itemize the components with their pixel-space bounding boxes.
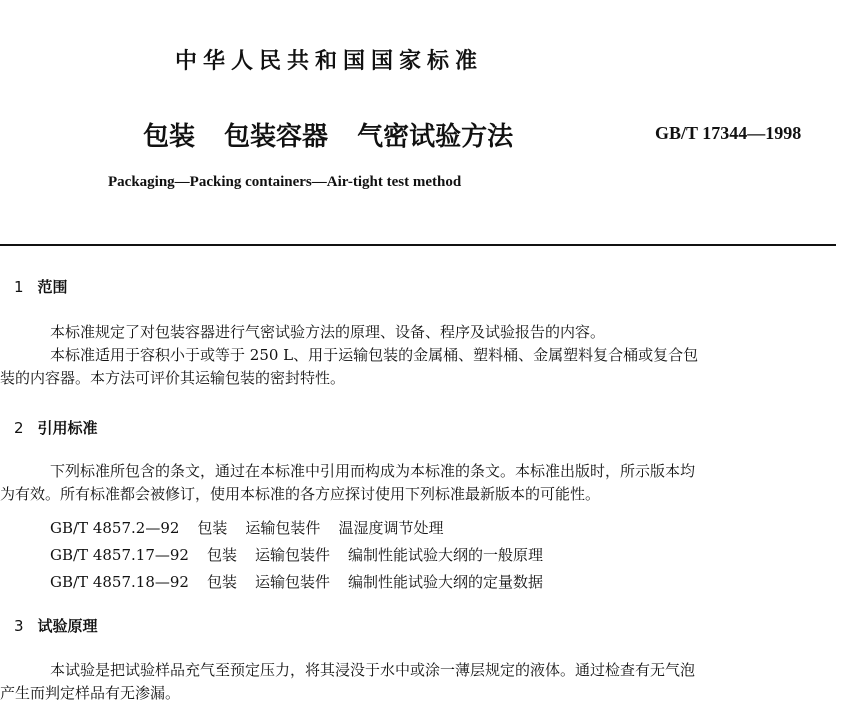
- section-number: 3: [14, 617, 24, 635]
- reference-part: 运输包装件: [245, 519, 321, 537]
- paragraph-line: 本标准适用于容积小于或等于 250 L、用于运输包装的金属桶、塑料桶、金属塑料复合桶或复合包: [50, 346, 699, 364]
- section-title: 试验原理: [37, 617, 98, 635]
- section-3-heading: [14, 615, 98, 636]
- standard-code: [655, 123, 801, 144]
- document-title-cn: 包装 包装容器 气密试验方法: [143, 122, 514, 152]
- paragraph-line: 本试验是把试验样品充气至预定压力，将其浸没于水中或涂一薄层规定的液体。通过检查有无气泡: [50, 661, 696, 679]
- reference-item: [50, 517, 443, 538]
- paragraph-line: 本标准规定了对包装容器进行气密试验方法的原理、设备、程序及试验报告的内容。: [50, 323, 606, 341]
- paragraph-line: 装的内容器。本方法可评价其运输包装的密封特性。: [0, 369, 346, 387]
- section-2-body: [0, 460, 836, 506]
- section-1-heading: [14, 276, 68, 297]
- reference-part: 温湿度调节处理: [338, 519, 444, 537]
- paragraph-line: 产生而判定样品有无渗漏。: [0, 684, 181, 702]
- issuer-heading: 中华人民共和国国家标准: [175, 49, 484, 74]
- paragraph-line: 为有效。所有标准都会被修订，使用本标准的各方应探讨使用下列标准最新版本的可能性。: [0, 485, 601, 503]
- reference-part: 包装: [206, 573, 237, 591]
- section-3-body: [0, 659, 836, 705]
- reference-part: 包装: [206, 546, 237, 564]
- section-number: 1: [14, 278, 24, 296]
- reference-part: 编制性能试验大纲的定量数据: [347, 573, 543, 591]
- reference-part: 包装: [197, 519, 228, 537]
- reference-part: 运输包装件: [254, 573, 330, 591]
- reference-code: GB/T 4857.2—92: [50, 519, 180, 537]
- reference-part: 运输包装件: [254, 546, 330, 564]
- header-divider: [0, 244, 836, 246]
- paragraph-line: 下列标准所包含的条文，通过在本标准中引用而构成为本标准的条文。本标准出版时，所示版本均: [50, 462, 696, 480]
- reference-part: 编制性能试验大纲的一般原理: [347, 546, 543, 564]
- section-2-heading: [14, 417, 98, 438]
- reference-code: GB/T 4857.17—92: [50, 546, 189, 564]
- section-title: 引用标准: [37, 419, 98, 437]
- document-title-en: Packaging—Packing containers—Air-tight test method: [108, 174, 462, 190]
- reference-item: [50, 571, 543, 592]
- section-number: 2: [14, 419, 24, 437]
- section-1-body: [0, 321, 836, 390]
- reference-item: [50, 544, 543, 565]
- standard-code-text: GB/T 17344—1998: [655, 123, 802, 143]
- section-title: 范围: [37, 278, 68, 296]
- reference-code: GB/T 4857.18—92: [50, 573, 189, 591]
